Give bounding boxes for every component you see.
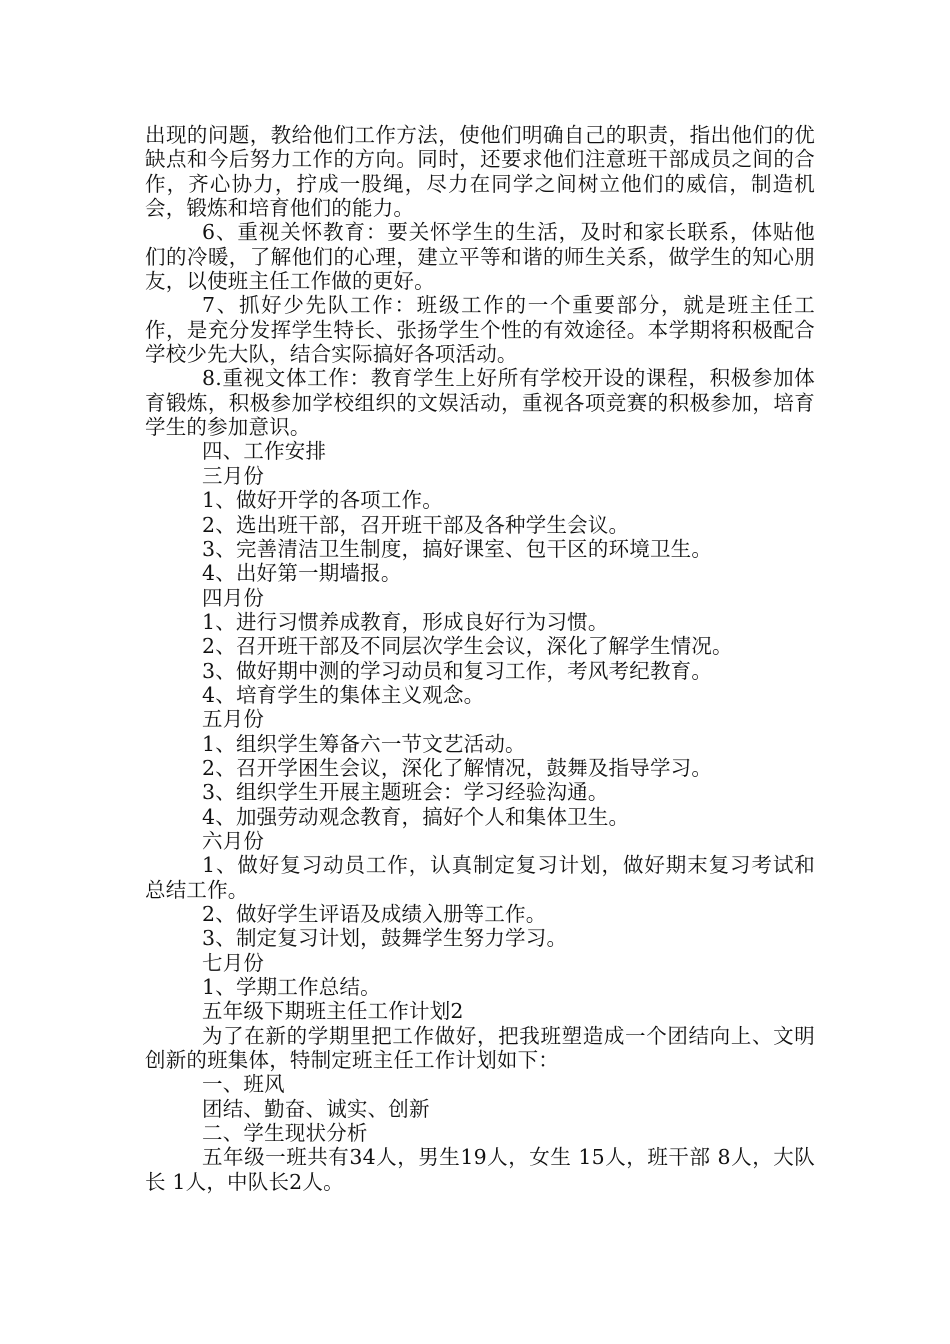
list-item: 3、制定复习计划，鼓舞学生努力学习。	[202, 926, 568, 951]
list-item: 2、选出班干部，召开班干部及各种学生会议。	[202, 512, 630, 537]
section-heading: 一、班风	[202, 1072, 285, 1097]
month-heading: 七月份	[202, 950, 265, 975]
list-item: 3、完善清洁卫生制度，搞好课室、包干区的环境卫生。	[202, 536, 713, 561]
paragraph: 出现的问题，教给他们工作方法，使他们明确自己的职责，指出他们的优缺点和今后努力工作的方向。同时，还要求他们注意班干部成员之间的合作，齐心协力，拧成一股绳，尽力在同学之间树立他们的威信，制造机会，锻炼和培育他们的能力。	[145, 123, 815, 221]
list-item: 4、加强劳动观念教育，搞好个人和集体卫生。	[202, 804, 630, 829]
paragraph: 6、重视关怀教育：要关怀学生的生活，及时和家长联系，体贴他们的冷暖，了解他们的心理，建立平等和谐的师生关系，做学生的知心朋友，以使班主任工作做的更好。	[145, 220, 815, 294]
paragraph: 8.重视文体工作：教育学生上好所有学校开设的课程，积极参加体育锻炼，积极参加学校组织的文娱活动，重视各项竞赛的积极参加，培育学生的参加意识。	[145, 366, 815, 440]
list-item: 3、组织学生开展主题班会：学习经验沟通。	[202, 780, 609, 805]
list-item: 1、进行习惯养成教育，形成良好行为习惯。	[202, 609, 609, 634]
list-item: 3、做好期中测的学习动员和复习工作，考风考纪教育。	[202, 658, 713, 683]
section-heading: 二、学生现状分析	[202, 1121, 368, 1146]
paragraph: 五年级一班共有34人，男生19人，女生 15人，班干部 8人，大队长 1人，中队长2人。	[145, 1145, 815, 1194]
list-item: 4、出好第一期墙报。	[202, 561, 402, 586]
document-body	[145, 123, 815, 1194]
list-item: 1、学期工作总结。	[202, 975, 381, 1000]
month-heading: 四月份	[202, 585, 265, 610]
month-heading: 六月份	[202, 828, 265, 853]
list-item: 1、组织学生筹备六一节文艺活动。	[202, 731, 526, 756]
paragraph: 为了在新的学期里把工作做好，把我班塑造成一个团结向上、文明创新的班集体，特制定班主任工作计划如下：	[145, 1023, 815, 1073]
list-item: 2、做好学生评语及成绩入册等工作。	[202, 902, 547, 926]
month-heading: 五月份	[202, 707, 265, 732]
list-item: 2、召开学困生会议，深化了解情况，鼓舞及指导学习。	[202, 755, 713, 780]
document-subtitle: 五年级下期班主任工作计划2	[202, 999, 464, 1024]
list-item: 4、培育学生的集体主义观念。	[202, 682, 485, 707]
paragraph: 团结、勤奋、诚实、创新	[202, 1096, 430, 1121]
list-item: 1、做好复习动员工作，认真制定复习计划，做好期末复习考试和总结工作。	[145, 853, 815, 902]
section-heading: 四、工作安排	[202, 439, 327, 464]
paragraph: 7、抓好少先队工作：班级工作的一个重要部分，就是班主任工作，是充分发挥学生特长、张扬学生个性的有效途径。本学期将积极配合学校少先大队，结合实际搞好各项活动。	[145, 293, 815, 367]
list-item: 2、召开班干部及不同层次学生会议，深化了解学生情况。	[202, 634, 733, 659]
month-heading: 三月份	[202, 463, 265, 488]
list-item: 1、做好开学的各项工作。	[202, 488, 443, 513]
